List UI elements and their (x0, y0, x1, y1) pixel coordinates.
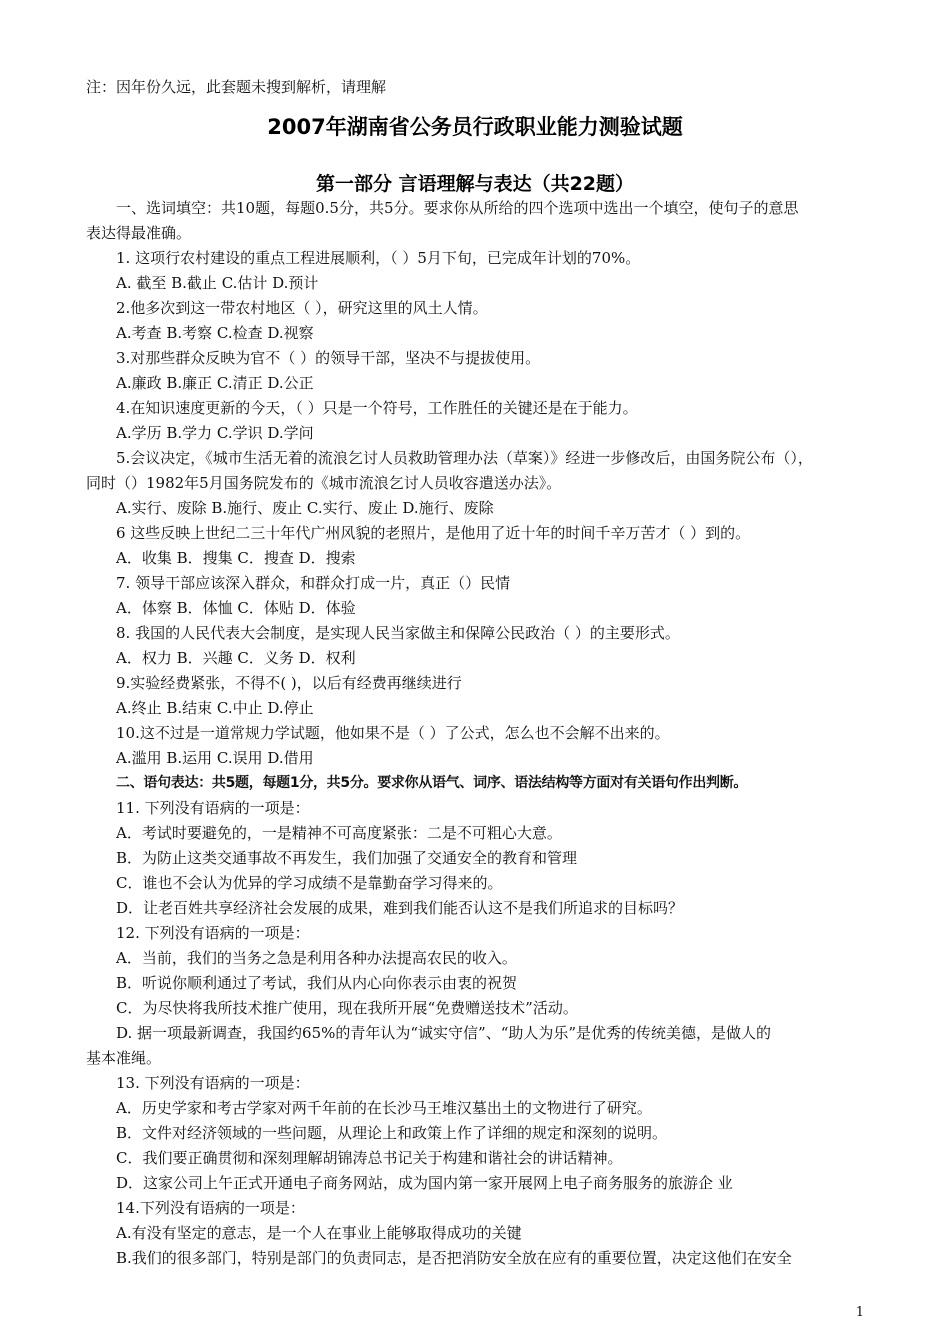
question-12: 12. 下列没有语病的一项是： (116, 924, 310, 942)
options-3: A.廉政 B.廉正 C.清正 D.公正 (116, 374, 314, 392)
question-10: 10.这不过是一道常规力学试题，他如果不是（ ）了公式，怎么也不会解不出来的。 (116, 724, 670, 742)
option-12b: B．听说你顺利通过了考试，我们从内心向你表示由衷的祝贺 (116, 974, 518, 992)
instruction-line: 表达得最准确。 (86, 224, 192, 242)
question-3: 3.对那些群众反映为官不（ ）的领导干部，坚决不与提拔使用。 (116, 349, 541, 367)
question-11: 11. 下列没有语病的一项是： (116, 799, 310, 817)
option-11b: B．为防止这类交通事故不再发生，我们加强了交通安全的教育和管理 (116, 849, 578, 867)
option-13d: D．这家公司上午正式开通电子商务网站，成为国内第一家开展网上电子商务服务的旅游企 业 (116, 1174, 733, 1192)
option-14a: A.有没有坚定的意志，是一个人在事业上能够取得成功的关键 (116, 1224, 522, 1242)
question-5-cont: 同时（）1982年5月国务院发布的《城市流浪乞讨人员收容遣送办法》。 (86, 474, 562, 492)
options-10: A.滥用 B.运用 C.误用 D.借用 (116, 749, 314, 767)
options-8: A．权力 B．兴趣 C．义务 D．权利 (116, 649, 356, 667)
option-12a: A．当前，我们的当务之急是利用各种办法提高农民的收入。 (116, 949, 517, 967)
option-13b: B．文件对经济领域的一些问题，从理论上和政策上作了详细的规定和深刻的说明。 (116, 1124, 668, 1142)
option-11c: C．谁也不会认为优异的学习成绩不是靠勤奋学习得来的。 (116, 874, 503, 892)
question-7: 7. 领导干部应该深入群众，和群众打成一片，真正（）民情 (116, 574, 511, 592)
options-9: A.终止 B.结束 C.中止 D.停止 (116, 699, 314, 717)
option-13a: A．历史学家和考古学家对两千年前的在长沙马王堆汉墓出土的文物进行了研究。 (116, 1099, 652, 1117)
option-12c: C．为尽快将我所技术推广使用，现在我所开展“免费赠送技术”活动。 (116, 999, 578, 1017)
instruction-line: 一、选词填空：共10题，每题0.5分，共5分。要求你从所给的四个选项中选出一个填空，使句子的意思 (116, 199, 799, 217)
page-number: 1 (855, 1305, 864, 1320)
option-14b: B.我们的很多部门，特别是部门的负责同志，是否把消防安全放在应有的重要位置，决定这他们在安全 (116, 1249, 792, 1267)
option-12d-cont: 基本准绳。 (86, 1049, 162, 1067)
option-11d: D．让老百姓共享经济社会发展的成果，难到我们能否认这不是我们所追求的目标吗？ (116, 899, 684, 917)
question-8: 8. 我国的人民代表大会制度，是实现人民当家做主和保障公民政治（ ）的主要形式。 (116, 624, 680, 642)
options-6: A．收集 B．搜集 C．搜查 D．搜索 (116, 549, 356, 567)
options-1: A. 截至 B.截止 C.估计 D.预计 (116, 274, 319, 292)
question-9: 9.实验经费紧张，不得不( )，以后有经费再继续进行 (116, 674, 462, 692)
options-5: A.实行、废除 B.施行、废止 C.实行、废止 D.施行、废除 (116, 499, 494, 517)
options-2: A.考查 B.考察 C.检查 D.视察 (116, 324, 314, 342)
section-title: 第一部分 言语理解与表达（共22题） (315, 173, 635, 195)
question-14: 14.下列没有语病的一项是： (116, 1199, 305, 1217)
section-2-heading: 二、语句表达：共5题，每题1分，共5分。要求你从语气、词序、语法结构等方面对有关语句作出判断。 (116, 775, 748, 791)
options-7: A．体察 B．体恤 C．体贴 D．体验 (116, 599, 356, 617)
page-title: 2007年湖南省公务员行政职业能力测验试题 (267, 115, 683, 139)
question-13: 13. 下列没有语病的一项是： (116, 1074, 310, 1092)
options-4: A.学历 B.学力 C.学识 D.学问 (116, 424, 314, 442)
question-6: 6 这些反映上世纪二三十年代广州风貌的老照片，是他用了近十年的时间千辛万苦才（ ）到的。 (116, 524, 751, 542)
question-body (86, 196, 866, 1271)
question-1: 1. 这项行农村建设的重点工程进展顺利，（ ）5月下旬，已完成年计划的70%。 (116, 249, 641, 267)
option-12d: D. 据一项最新调查，我国约65%的青年认为“诚实守信”、“助人为乐”是优秀的传统美德，是做人的 (116, 1024, 772, 1042)
question-5: 5.会议决定，《城市生活无着的流浪乞讨人员救助管理办法（草案）》经进一步修改后，由国务院公布（）， (116, 449, 813, 467)
question-4: 4.在知识速度更新的今天，（ ）只是一个符号，工作胜任的关键还是在于能力。 (116, 399, 638, 417)
question-2: 2.他多次到这一带农村地区（ ），研究这里的风土人情。 (116, 299, 488, 317)
option-11a: A．考试时要避免的，一是精神不可高度紧张：二是不可粗心大意。 (116, 824, 562, 842)
option-13c: C．我们要正确贯彻和深刻理解胡锦涛总书记关于构建和谐社会的讲话精神。 (116, 1149, 623, 1167)
note-text: 注：因年份久远，此套题未搜到解析，请理解 (86, 78, 387, 96)
